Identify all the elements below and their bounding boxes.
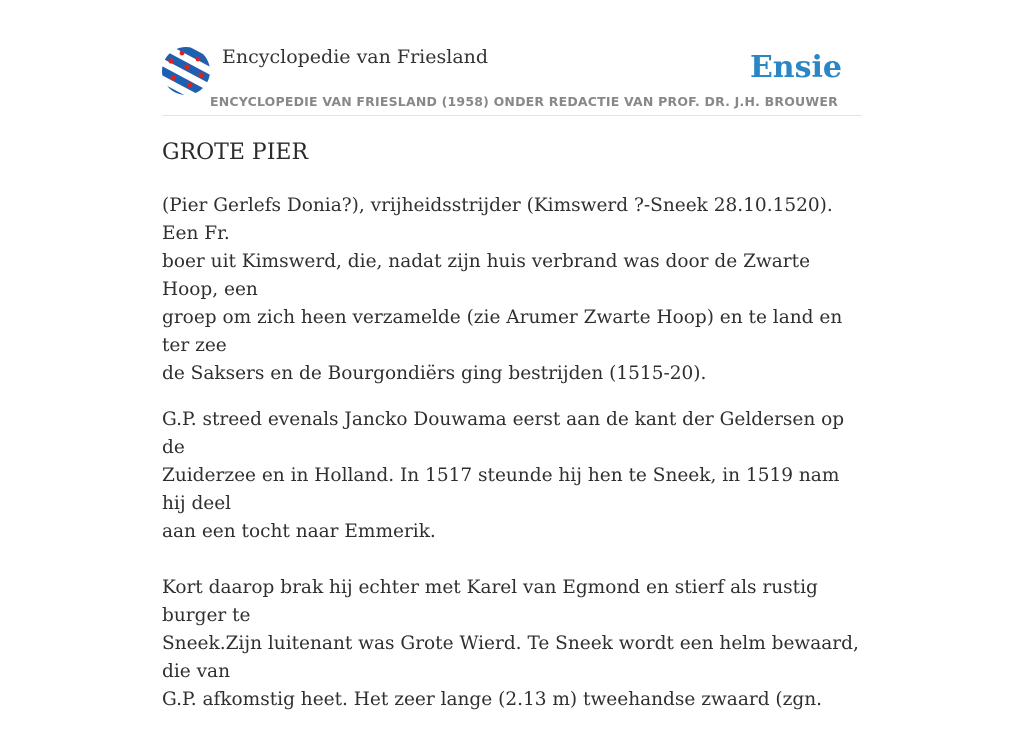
frisian-flag-logo-icon[interactable] <box>162 47 210 95</box>
article-title: GROTE PIER <box>162 140 309 165</box>
article-paragraph-3: Kort daarop brak hij echter met Karel van Egmond en stierf als rustig burger te Sneek.Zijn luitenant was Grote Wierd. Te Sneek wordt een helm bewaard, die van G.P. afkomstig heet. Het zeer lange (2.13 m) tweehandse zwaard (zgn. <box>162 577 859 710</box>
header-divider <box>162 115 862 116</box>
article-paragraph-2: G.P. streed evenals Jancko Douwama eerst aan de kant der Geldersen op de Zuiderzee en in Holland. In 1517 steunde hij hen te Sneek, in 1519 nam hij deel aan een tocht naar Emmerik. <box>162 409 845 542</box>
brand-logo-text[interactable]: Ensie <box>749 50 842 85</box>
site-title[interactable]: Encyclopedie van Friesland <box>222 46 489 68</box>
article-paragraph-1: (Pier Gerlefs Donia?), vrijheidsstrijder (Kimswerd ?-Sneek 28.10.1520). Een Fr. boer uit Kimswerd, die, nadat zijn huis verbrand was door de Zwarte Hoop, een groep om zich heen verzamelde (zie Arumer Zwarte Hoop) en te land en ter zee de Saksers en de Bourgondiërs ging bestrijden (1515-20). <box>162 195 843 384</box>
encyclopedia-subtitle: ENCYCLOPEDIE VAN FRIESLAND (1958) ONDER REDACTIE VAN PROF. DR. J.H. BROUWER <box>210 94 838 109</box>
article-body <box>162 192 862 732</box>
